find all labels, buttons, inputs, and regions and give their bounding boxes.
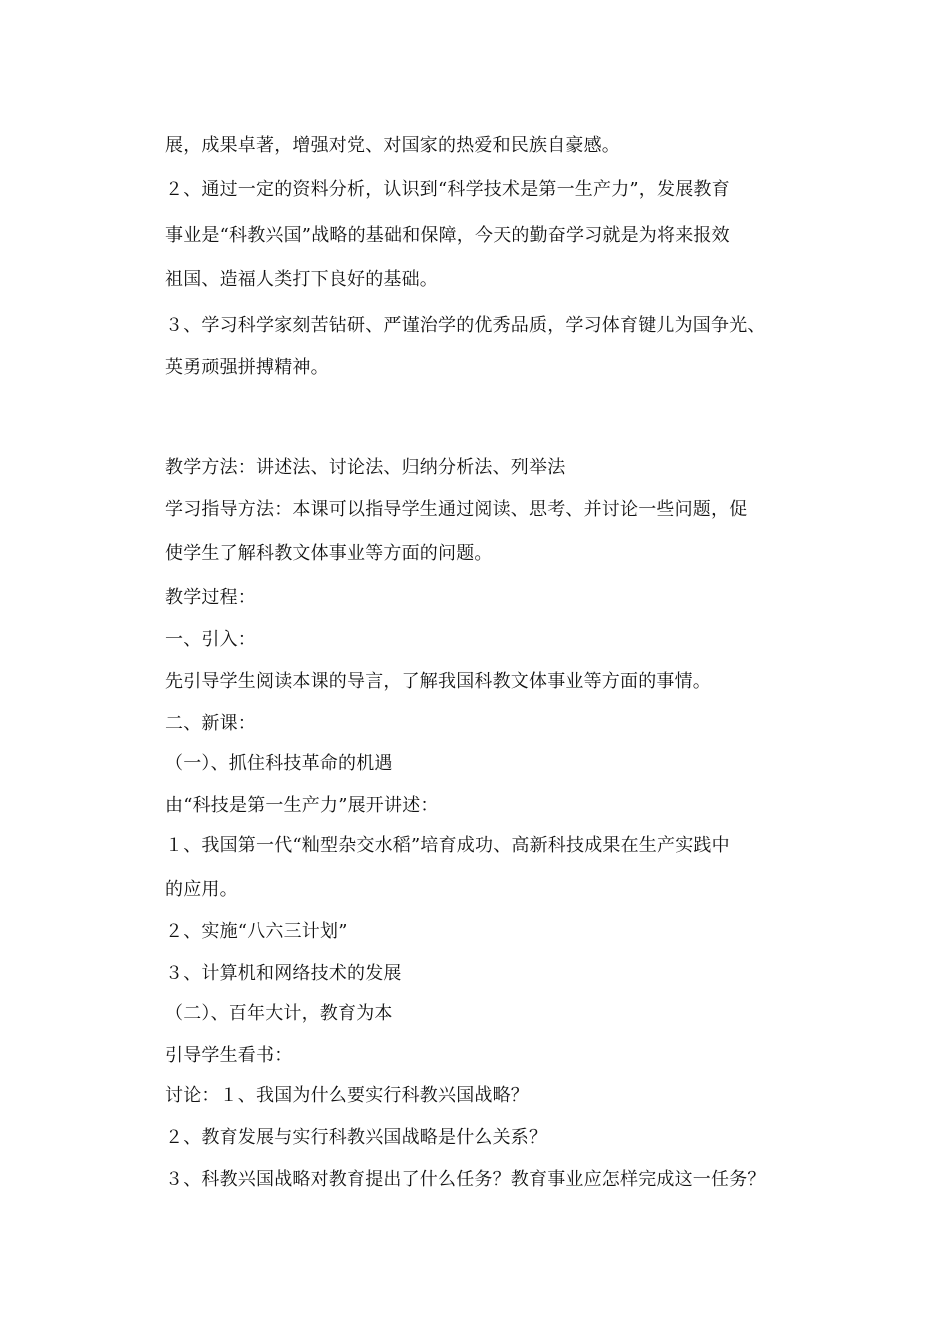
subsection-heading: （二）、百年大计，教育为本 (165, 1003, 393, 1024)
text-line: 祖国、造福人类打下良好的基础。 (165, 269, 438, 290)
text-line: 的应用。 (165, 879, 238, 900)
text-line: 由“科技是第一生产力”展开讲述： (165, 795, 439, 816)
text-line: 事业是“科教兴国”战略的基础和保障，今天的勤奋学习就是为将来报效 (165, 225, 730, 246)
text-line: ２、教育发展与实行科教兴国战略是什么关系？ (165, 1127, 548, 1148)
text-line: ２、实施“八六三计划” (165, 921, 348, 942)
text-line: 展，成果卓著，增强对党、对国家的热爱和民族自豪感。 (165, 135, 620, 156)
section-heading: 教学过程： (165, 587, 256, 608)
text-line: ３、科教兴国战略对教育提出了什么任务？教育事业应怎样完成这一任务？ (165, 1169, 766, 1190)
text-line: ３、计算机和网络技术的发展 (165, 963, 402, 984)
text-line: １、我国第一代“籼型杂交水稻”培育成功、高新科技成果在生产实践中 (165, 835, 730, 856)
text-line: 使学生了解科教文体事业等方面的问题。 (165, 543, 493, 564)
text-line: ３、学习科学家刻苦钻研、严谨治学的优秀品质，学习体育键儿为国争光、 (165, 315, 766, 336)
text-line: 讨论：１、我国为什么要实行科教兴国战略？ (165, 1085, 529, 1106)
text-line: 学习指导方法：本课可以指导学生通过阅读、思考、并讨论一些问题，促 (165, 499, 748, 520)
text-line: 引导学生看书： (165, 1045, 293, 1066)
subsection-heading: （一）、抓住科技革命的机遇 (165, 753, 393, 774)
text-line: ２、通过一定的资料分析，认识到“科学技术是第一生产力”，发展教育 (165, 179, 730, 200)
text-line: 英勇顽强拼搏精神。 (165, 357, 329, 378)
section-heading: 一、引入： (165, 629, 256, 650)
teaching-methods: 教学方法：讲述法、讨论法、归纳分析法、列举法 (165, 457, 566, 478)
section-heading: 二、新课： (165, 713, 256, 734)
text-line: 先引导学生阅读本课的导言，了解我国科教文体事业等方面的事情。 (165, 671, 711, 692)
